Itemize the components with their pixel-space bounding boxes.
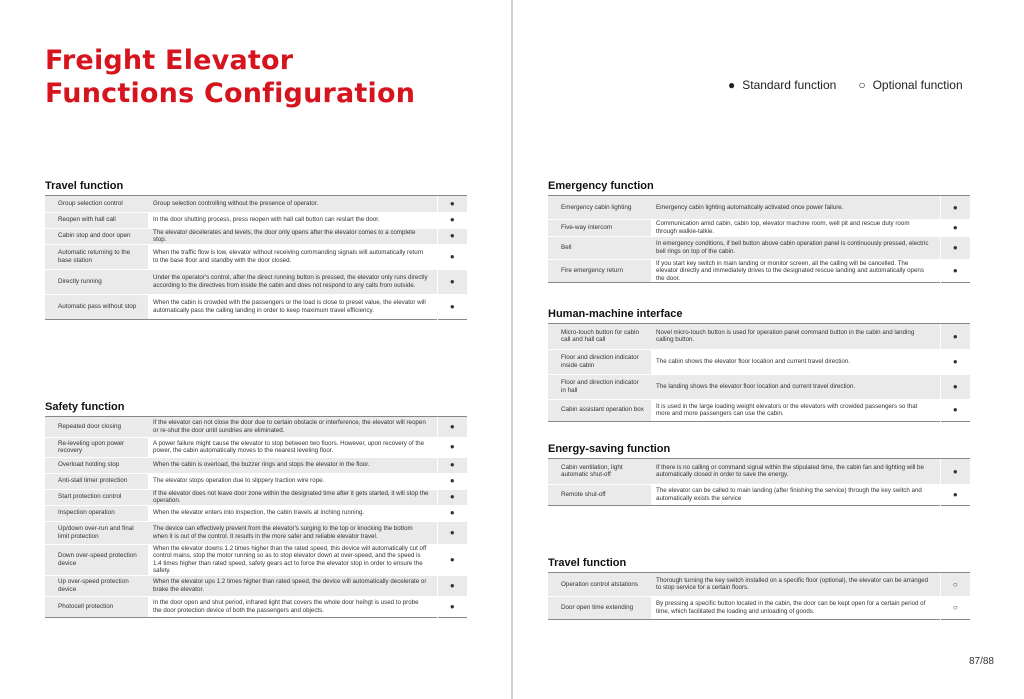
standard-function-icon: ● [437,596,467,617]
function-description: In the door shutting process, press reopen with hall call button can restart the door. [148,212,437,228]
standard-function-icon: ● [940,259,970,283]
function-description: If the elevator does not leave door zone within the designated time after it gets started, it will stop the operation. [148,489,437,505]
section-title: Emergency function [548,180,654,192]
standard-function-icon: ● [437,473,467,489]
table-row [548,459,970,484]
standard-function-icon: ● [940,484,970,505]
standard-function-icon: ● [728,78,736,92]
function-name: Overload holding stop [45,457,148,473]
section-energy-saving-function [548,443,970,506]
standard-function-icon: ● [437,417,467,437]
function-name: Operation control atstations [548,573,651,596]
standard-function-icon: ● [437,294,467,319]
section-emergency-function [548,180,970,283]
function-description: Group selection controlling without the presence of operator. [148,196,437,212]
function-name: Reopen with hall call [45,212,148,228]
function-description: The device can effectively prevent from the elevator's surging to the top or knocking the bottom when it is out of the control. It results in the more safer and reliable elevator travel. [148,521,437,544]
standard-function-icon: ● [437,212,467,228]
table-row [548,349,970,374]
function-description: It is used in the large loading weight elevators or the elevators with crowded passengers so that more and more passengers can use the cabin. [651,399,940,421]
table-row [45,473,467,489]
optional-function-icon: ○ [940,573,970,596]
function-description: By pressing a specific button located in the cabin, the door can be kept open for a certain period of time, which facilitated the loading and unloading of goods. [651,596,940,619]
function-description: In the door open and shut period, infrared light that covers the whole door heihgt is used to probe the door protection device of both the passengers and objects. [148,596,437,617]
function-description: A power failure might cause the elevator to stop between two floors. However, upon recovery of the power, the cabin automatically moves to the nearest leveling floor. [148,437,437,457]
function-description: The elevator can be called to main landing (after finishing the service) through the key switch and automatically exists the service [651,484,940,505]
function-description: When the cabin is overload, the buzzer rings and stops the elevator in the floor. [148,457,437,473]
function-name: Anti-stall timer protection [45,473,148,489]
function-description: The cabin shows the elevator floor location and current travel direction. [651,349,940,374]
function-name: Repeated door closing [45,417,148,437]
title-line-2: Functions Configuration [45,78,416,109]
function-name: Up/down over-run and final limit protection [45,521,148,544]
standard-function-icon: ● [437,489,467,505]
function-name: Up over-speed protection device [45,575,148,596]
table-row [548,596,970,619]
standard-function-icon: ● [437,244,467,269]
function-name: Micro-touch button for cabin call and hall call [548,324,651,349]
function-name: Door open time extending [548,596,651,619]
standard-function-icon: ● [437,544,467,575]
function-table [548,573,970,620]
standard-function-icon: ● [437,228,467,244]
function-description: When the cabin is crowded with the passengers or the load is close to preset value, the elevator will automatically pass the calling landing in order to keep maximum travel efficiency. [148,294,437,319]
function-name: Cabin stop and door open [45,228,148,244]
function-description: If the elevator can not close the door due to certain obstacle or interference, the elevator will reopen or re-shut the door until sundries are eliminated. [148,417,437,437]
standard-function-icon: ● [940,349,970,374]
function-name: Cabin ventilation, light automatic shut-off [548,459,651,484]
function-name: Cabin assistant operation box [548,399,651,421]
standard-function-icon: ● [940,459,970,484]
table-row [45,196,467,212]
section-title: Human-machine interface [548,308,683,320]
function-name: Photocell protection [45,596,148,617]
table-row [45,575,467,596]
table-row [548,484,970,505]
function-description: Thorough turning the key switch installed on a specific floor (optional), the elevator can be arranged to stop service for a certain floors. [651,573,940,596]
function-name: Start protection control [45,489,148,505]
function-description: When the traffic flow is low, elevator without receiving commanding signals will automatically return to the base floor and standby with the door closed. [148,244,437,269]
table-row [45,457,467,473]
function-description: When the elevator downs 1.2 times higher than the rated speed, this device will automatically cut off control mains, stop the motor running so as to stop elevator down at over-speed, and the speed is 1.4 times higher than rated speed, safety gears act to force the elevator stop in order to ensure the safety. [148,544,437,575]
function-description: Novel micro-touch button is used for operation panel command button in the cabin and landing calling button. [651,324,940,349]
section-title: Travel function [548,557,627,569]
function-name: Floor and direction indicator in hall [548,374,651,399]
function-name: Re-leveling upon power recovery [45,437,148,457]
function-description: In emergency conditions, if bell button above cabin operation panel is continuously pressed, electric bell rings on top of the cabin. [651,236,940,259]
function-table [548,196,970,283]
table-row [548,324,970,349]
table-row [45,505,467,521]
function-description: If there is no calling or command signal within the stipulated time, the cabin fan and lighting will be automatically closed in order to save the energy. [651,459,940,484]
standard-function-icon: ● [940,374,970,399]
function-table [45,196,467,320]
section-title: Energy-saving function [548,443,671,455]
function-table [548,459,970,506]
function-name: Emergency cabin lighting [548,196,651,219]
table-row [45,212,467,228]
standard-function-icon: ● [437,196,467,212]
function-name: Group selection control [45,196,148,212]
section-title: Travel function [45,180,124,192]
standard-function-icon: ● [940,219,970,236]
table-row [45,489,467,505]
function-name: Automatic returning to the base station [45,244,148,269]
standard-function-icon: ● [437,575,467,596]
page-number: 87/88 [968,656,994,667]
table-row [548,259,970,283]
function-description: The elevator stops operation due to slippery traction wire rope. [148,473,437,489]
table-row [45,269,467,294]
title-line-1: Freight Elevator [45,45,294,76]
function-table [548,324,970,422]
legend [728,78,963,92]
function-name: Bell [548,236,651,259]
standard-function-icon: ● [437,437,467,457]
function-name: Remote shut-off [548,484,651,505]
standard-function-icon: ● [940,196,970,219]
optional-function-icon: ○ [940,596,970,619]
table-row [548,374,970,399]
function-description: Emergency cabin lighting automatically activated once power failure. [651,196,940,219]
section-human-machine-interface [548,308,970,422]
standard-function-icon: ● [940,324,970,349]
function-name: Fire emergency return [548,259,651,283]
function-description: When the elevator ups 1.2 times higher than rated speed, the device will automatically decelerate or brake the elevator. [148,575,437,596]
table-row [548,196,970,219]
function-name: Down over-speed protection device [45,544,148,575]
function-name: Automatic pass without stop [45,294,148,319]
standard-function-icon: ● [437,505,467,521]
table-row [45,596,467,617]
table-row [45,294,467,319]
table-row [548,573,970,596]
right-page [513,0,1024,699]
function-description: Communication amid cabin, cabin top, elevator machine room, well pit and rescue duty room through walkie-talkie. [651,219,940,236]
left-page [0,0,511,699]
table-row [45,437,467,457]
function-name: Inspection operation [45,505,148,521]
table-row [45,417,467,437]
function-name: Floor and direction indicator inside cabin [548,349,651,374]
standard-function-label: Standard function [742,78,837,92]
section-travel-function-optional [548,557,970,620]
table-row [45,521,467,544]
function-description: If you start key switch in main landing or monitor screen, all the calling will be cancelled. The elevator directly and immediately drives to the designated rescue landing and automatically opens the door. [651,259,940,283]
function-name: Five-way intercom [548,219,651,236]
function-table [45,417,467,618]
table-row [548,219,970,236]
table-row [45,244,467,269]
function-description: Under the operator's control, after the direct running button is pressed, the elevator only runs directly according to the directives from inside the cabin and does not respond to any calls from outside. [148,269,437,294]
function-description: When the elevator enters into inspection, the cabin travels at inching running. [148,505,437,521]
standard-function-icon: ● [437,269,467,294]
function-description: The elevator decelerates and levels, the door only opens after the elevator comes to a complete stop. [148,228,437,244]
section-title: Safety function [45,401,125,413]
optional-function-label: Optional function [872,78,963,92]
function-name: Directly running [45,269,148,294]
page-title [45,44,415,110]
section-safety-function [45,401,467,618]
optional-function-icon: ○ [858,78,866,92]
table-row [45,544,467,575]
standard-function-icon: ● [437,457,467,473]
table-row [548,399,970,421]
standard-function-icon: ● [940,399,970,421]
standard-function-icon: ● [437,521,467,544]
standard-function-icon: ● [940,236,970,259]
table-row [45,228,467,244]
function-description: The landing shows the elevator floor location and current travel direction. [651,374,940,399]
section-travel-function [45,180,467,320]
table-row [548,236,970,259]
